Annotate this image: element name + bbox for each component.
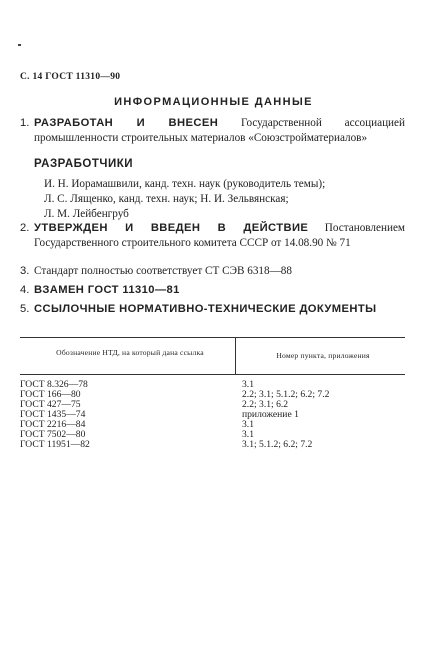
table-cell-clause: 3.1 [242, 429, 254, 440]
item-text: Стандарт полностью соответствует СТ СЭВ 6318—88 [34, 265, 292, 277]
developers-heading: РАЗРАБОТЧИКИ [34, 158, 133, 170]
item-number: 2. [20, 222, 30, 234]
table-cell-ntd: ГОСТ 2216—84 [20, 419, 86, 430]
table-cell-ntd: ГОСТ 8.326—78 [20, 379, 88, 390]
table-cell-clause: 3.1 [242, 419, 254, 430]
item-number: 5. [20, 303, 30, 315]
item-text: Государственной ассоциацией промышленности строительных материалов «Союзстройматериалов» [34, 117, 405, 144]
developer-line: Л. С. Лященко, канд. техн. наук; Н. И. Зельвянская; [44, 193, 289, 205]
table-cell-clause: 2.2; 3.1; 6.2 [242, 399, 289, 410]
developers-list [44, 177, 405, 222]
page-title: ИНФОРМАЦИОННЫЕ ДАННЫЕ [114, 96, 313, 108]
table-cell-clause: 3.1; 5.1.2; 6.2; 7.2 [242, 439, 313, 450]
table-cell-clause: 3.1 [242, 379, 254, 390]
item-3 [20, 264, 405, 279]
table-cell-ntd: ГОСТ 1435—74 [20, 409, 86, 420]
item-lead: РАЗРАБОТАН И ВНЕСЕН [34, 117, 219, 129]
table-cell-ntd: ГОСТ 166—80 [20, 389, 81, 400]
item-2 [20, 221, 405, 251]
developer-line: Л. М. Лейбенгруб [44, 208, 129, 220]
item-number: 4. [20, 284, 30, 296]
table-cell-ntd: ГОСТ 11951—82 [20, 439, 90, 450]
page-header: С. 14 ГОСТ 11310—90 [20, 72, 121, 82]
item-4 [20, 283, 405, 298]
table-cell-clause: приложение 1 [242, 409, 299, 420]
table-top-rule [20, 337, 405, 338]
table-header-ntd: Обозначение НТД, на который дана ссылка [56, 348, 204, 357]
item-number: 1. [20, 117, 30, 129]
item-text: Постановлением Государственного строительного комитета СССР от 14.08.90 № 71 [34, 222, 405, 249]
item-lead: ВЗАМЕН ГОСТ 11310—81 [34, 284, 180, 296]
scan-mark [18, 44, 21, 46]
table-cell-ntd: ГОСТ 7502—80 [20, 429, 86, 440]
table-header-clause: Номер пункта, приложения [276, 351, 370, 360]
item-lead: УТВЕРЖДЕН И ВВЕДЕН В ДЕЙСТВИЕ [34, 222, 309, 234]
table-cell-clause: 2.2; 3.1; 5.1.2; 6.2; 7.2 [242, 389, 330, 400]
item-number: 3. [20, 265, 30, 277]
item-1 [20, 116, 405, 146]
item-lead: ССЫЛОЧНЫЕ НОРМАТИВНО-ТЕХНИЧЕСКИЕ ДОКУМЕНТЫ [34, 303, 377, 315]
table-header-rule [20, 374, 405, 375]
developer-line: И. Н. Иорамашвили, канд. техн. наук (руководитель темы); [44, 178, 326, 190]
table-column-divider [235, 337, 236, 374]
table-cell-ntd: ГОСТ 427—75 [20, 399, 81, 410]
item-5 [20, 302, 405, 317]
